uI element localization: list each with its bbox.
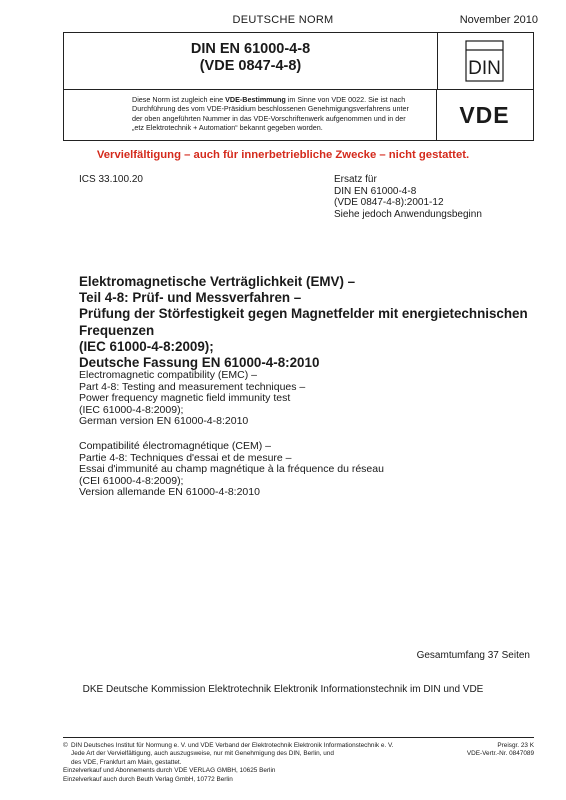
title-german [79, 274, 539, 371]
footer-divider [63, 737, 534, 738]
replaces-line-4: Siehe jedoch Anwendungsbeginn [334, 208, 482, 220]
title-fr-line-1: Compatibilité électromagnétique (CEM) – [79, 440, 271, 452]
vde-logo [436, 90, 533, 140]
notice-text-1: Diese Norm ist zugleich eine [132, 95, 226, 104]
title-en-line-1: Electromagnetic compatibility (EMC) – [79, 369, 257, 381]
vde-notice [64, 90, 437, 140]
ics-code: ICS 33.100.20 [79, 174, 143, 185]
title-de-line-5: (IEC 61000-4-8:2009); [79, 338, 214, 354]
din-logo [436, 33, 533, 89]
vde-logo-icon [436, 90, 533, 140]
title-cell [64, 33, 438, 89]
footer-line-1: DIN Deutsches Institut für Normung e. V. und VDE Verband der Elektrotechnik Elektronik Informationstechnik e. V. [71, 742, 394, 749]
footer-line-4: Einzelverkauf und Abonnements durch VDE VERLAG GMBH, 10625 Berlin [63, 767, 276, 775]
din-logo-text: DIN [468, 58, 501, 79]
din-logo-icon [436, 33, 533, 89]
vde-logo-text: VDE [459, 102, 510, 128]
footer-line-2: Jede Art der Vervielfältigung, auch auszugsweise, nur mit Genehmigung des DIN, Berlin, und [71, 750, 334, 758]
title-row [64, 33, 533, 90]
footer-line-5: Einzelverkauf auch durch Beuth Verlag GmbH, 10772 Berlin [63, 775, 233, 783]
header-standard-type: DEUTSCHE NORM [232, 14, 334, 26]
notice-bold: VDE-Bestimmung [225, 95, 286, 104]
replaces-line-1: Ersatz für [334, 174, 377, 185]
replaces-line-3: (VDE 0847-4-8):2001-12 [334, 197, 444, 208]
copyright-symbol: © [63, 742, 68, 749]
replaces-line-2: DIN EN 61000-4-8 [334, 185, 417, 197]
title-frame [63, 32, 534, 141]
notice-row [64, 90, 533, 140]
vde-classification: (VDE 0847-4-8) [199, 58, 302, 74]
notice-text-2: im Sinne von VDE 0022. Sie ist nach [285, 95, 406, 104]
title-fr-line-5: Version allemande EN 61000-4-8:2010 [79, 486, 260, 499]
vde-order-number: VDE-Vertr.-Nr. 0847089 [466, 750, 534, 758]
title-french [79, 441, 384, 499]
title-fr-line-4: (CEI 61000-4-8:2009); [79, 474, 184, 487]
footer-copyright [63, 742, 433, 784]
title-de-line-3: Prüfung der Störfestigkeit gegen Magnetfelder mit energietechnischen [79, 306, 528, 322]
title-fr-line-2: Partie 4-8: Techniques d'essai et de mesure – [79, 451, 292, 464]
dke-committee: DKE Deutsche Kommission Elektrotechnik Elektronik Informationstechnik im DIN und VDE [82, 684, 484, 695]
title-en-line-2: Part 4-8: Testing and measurement techniques – [79, 380, 306, 393]
reproduction-notice: Vervielfältigung – auch für innerbetriebliche Zwecke – nicht gestattet. [96, 149, 470, 161]
total-pages: Gesamtumfang 37 Seiten [416, 650, 530, 661]
footer-line-3: des VDE, Frankfurt am Main, gestattet. [71, 758, 182, 766]
header-date: November 2010 [459, 14, 538, 26]
footer-price [467, 742, 534, 759]
standard-number: DIN EN 61000-4-8 [190, 41, 311, 57]
title-de-line-1: Elektromagnetische Verträglichkeit (EMV) – [79, 274, 356, 289]
notice-line-2: Durchführung des vom VDE-Präsidium beschlossenen Genehmigungsverfahrens unter [132, 104, 409, 114]
title-english [79, 370, 305, 428]
notice-line-3: der oben angeführten Nummer in das VDE-Vorschriftenwerk aufgenommen und in der [132, 113, 406, 123]
title-de-line-6: Deutsche Fassung EN 61000-4-8:2010 [79, 355, 320, 371]
title-en-line-3: Power frequency magnetic field immunity test [79, 392, 291, 405]
title-de-line-2: Teil 4-8: Prüf- und Messverfahren – [79, 290, 302, 306]
title-fr-line-3: Essai d'immunité au champ magnétique à la fréquence du réseau [79, 463, 384, 476]
replaces-block [334, 174, 482, 220]
notice-line-4: „etz Elektrotechnik + Automation“ bekannt gegeben worden. [132, 123, 323, 133]
title-en-line-5: German version EN 61000-4-8:2010 [79, 415, 249, 428]
title-de-line-4: Frequenzen [79, 322, 155, 338]
title-en-line-4: (IEC 61000-4-8:2009); [79, 403, 184, 416]
price-group: Preisgr. 23 K [497, 742, 534, 749]
